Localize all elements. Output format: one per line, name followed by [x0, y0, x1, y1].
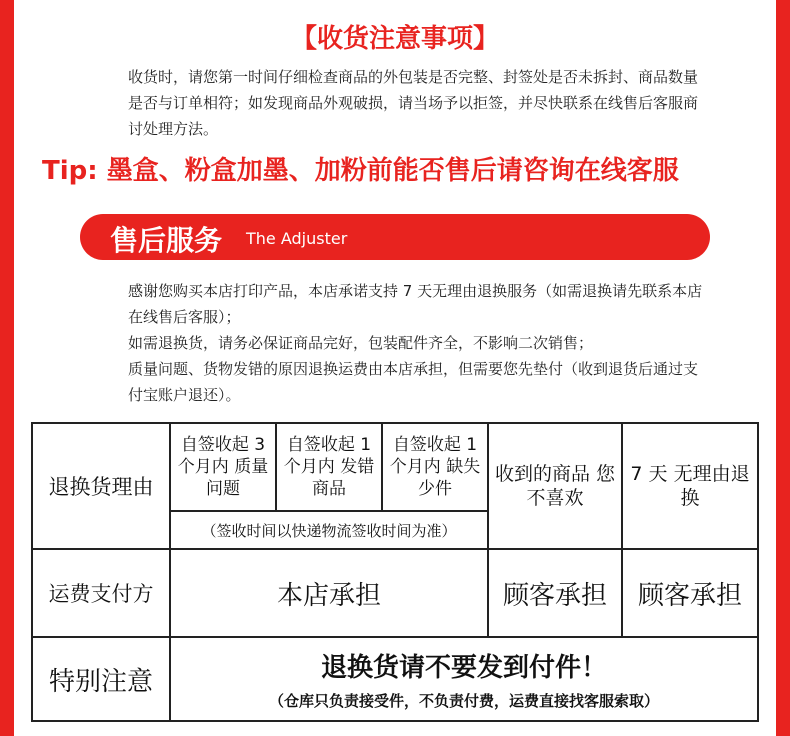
special-header: 特别注意 [32, 637, 170, 721]
shipping-store: 本店承担 [170, 549, 488, 637]
after-sales-card [14, 0, 776, 736]
special-main: 退换货请不要发到付件！ [320, 653, 607, 683]
tip-text: Tip: 墨盒、粉盒加墨、加粉前能否售后请咨询在线客服 [42, 156, 679, 186]
reason-seven-days: 7 天 无理由退换 [622, 423, 758, 549]
service-title: 售后服务 [110, 224, 223, 257]
notice-title: 【收货注意事项】 [290, 24, 499, 54]
shipping-customer: 顾客承担 [488, 549, 622, 637]
service-paragraph: 感谢您购买本店打印产品，本店承诺支持 7 天无理由退换服务（如需退换请先联系本店在线售后客服）； [128, 282, 703, 326]
reason-quality: 自签收起 3 个月内 质量问题 [170, 423, 276, 511]
special-sub: （仓库只负责接受件，不负责付费，运费直接找客服索取） [268, 692, 659, 710]
reason-dislike: 收到的商品 您不喜欢 [488, 423, 622, 549]
service-subtitle: The Adjuster [246, 229, 348, 248]
service-paragraph: 如需退换货，请务必保证商品完好，包装配件齐全，不影响二次销售； [128, 334, 594, 352]
service-paragraph: 质量问题、货物发错的原因退换运费由本店承担，但需要您先垫付（收到退货后通过支付宝账户退还）。 [128, 360, 699, 404]
reason-header: 退换货理由 [32, 423, 170, 549]
service-body [128, 278, 708, 408]
notice-body: 收货时，请您第一时间仔细检查商品的外包装是否完整、封签处是否未拆封、商品数量是否与订单相符；如发现商品外观破损，请当场予以拒签，并尽快联系在线售后客服商讨处理方法。 [128, 68, 699, 138]
return-policy-table [31, 422, 759, 722]
reason-wrong-item: 自签收起 1 个月内 发错商品 [276, 423, 382, 511]
reason-note: （签收时间以快递物流签收时间为准） [170, 511, 488, 549]
shipping-header: 运费支付方 [32, 549, 170, 637]
service-banner [80, 214, 710, 260]
special-notice [170, 637, 758, 721]
reason-missing-parts: 自签收起 1 个月内 缺失少件 [382, 423, 488, 511]
shipping-customer: 顾客承担 [622, 549, 758, 637]
